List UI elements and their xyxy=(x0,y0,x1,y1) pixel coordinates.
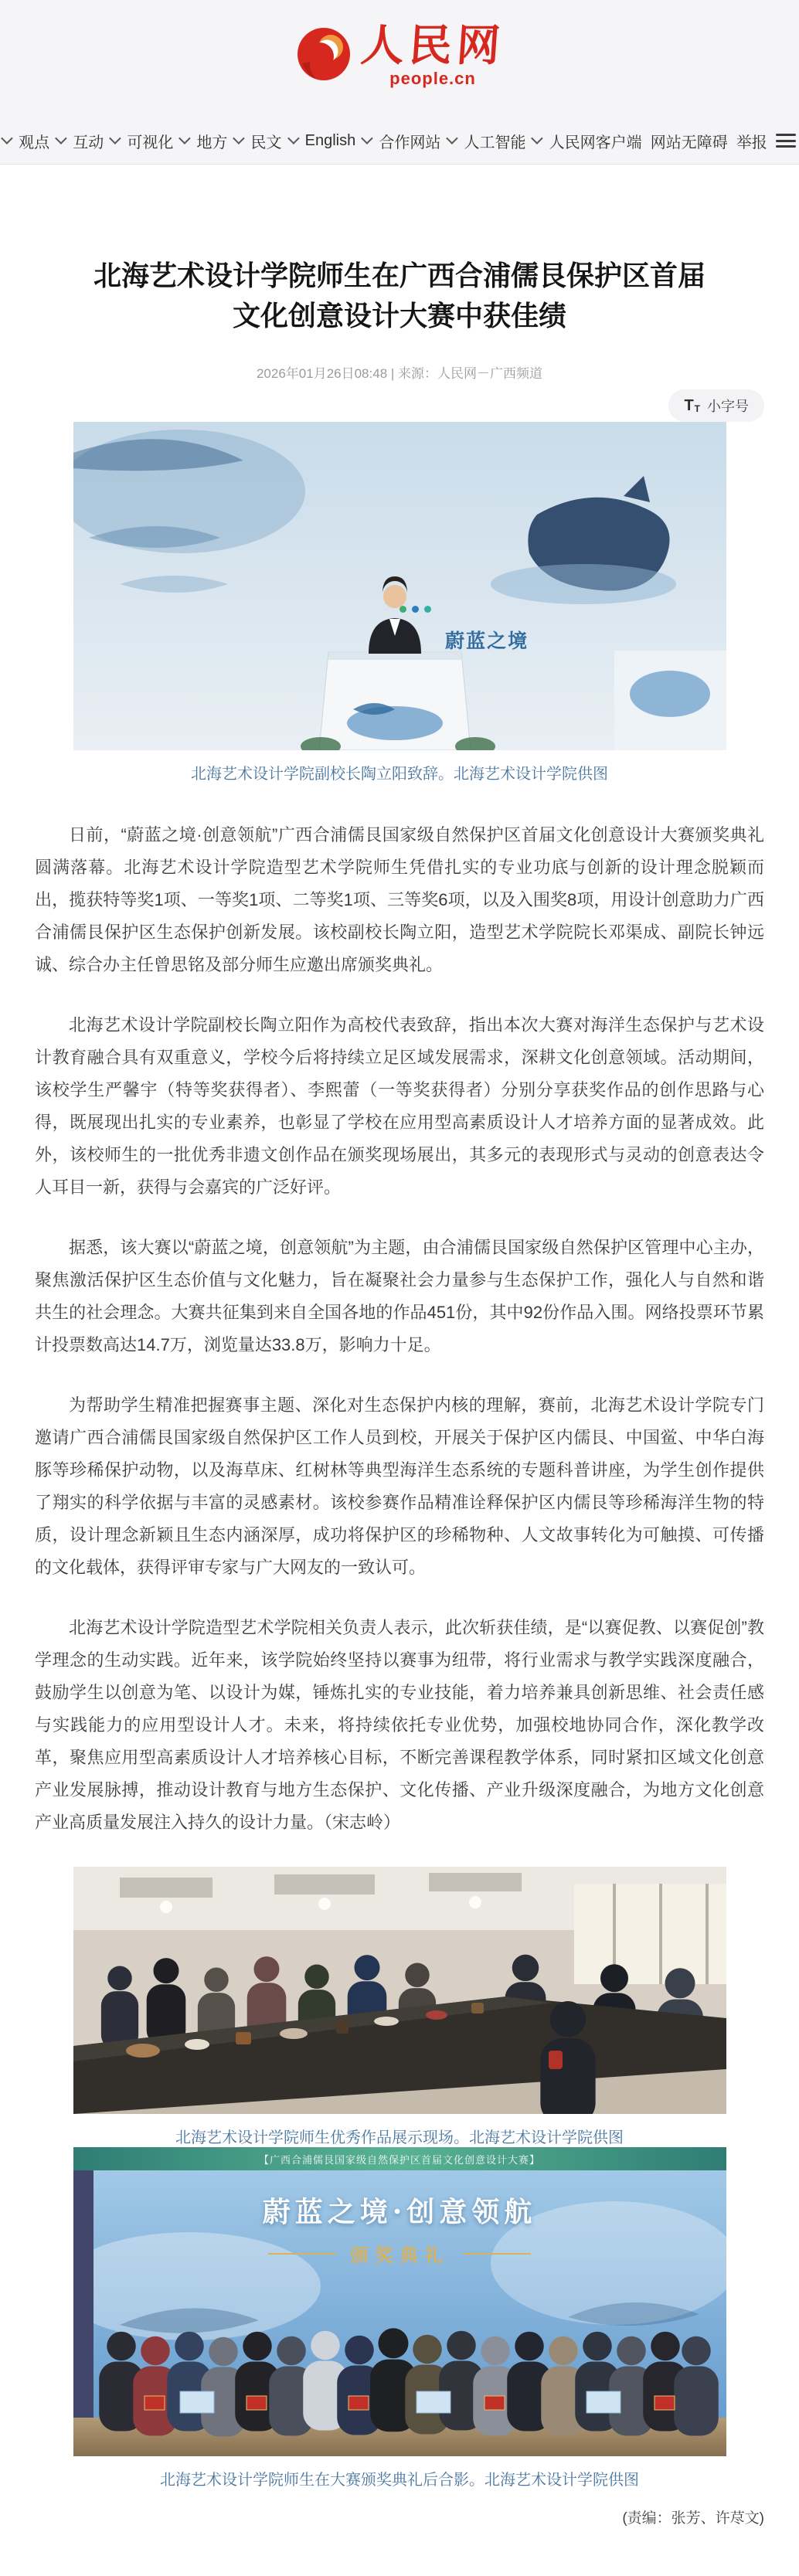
title-line-2: 文化创意设计大赛中获佳绩 xyxy=(232,300,566,332)
nav-item-accessibility[interactable] xyxy=(651,130,728,152)
chevron-down-icon xyxy=(109,132,121,144)
nav-item-partner-sites[interactable] xyxy=(379,130,455,152)
nav-item-label: 合作网站 xyxy=(379,134,441,151)
chevron-down-icon xyxy=(361,132,373,144)
nav-item-local[interactable] xyxy=(196,130,242,152)
title-line-1: 北海艺术设计学院师生在广西合浦儒艮保护区首届 xyxy=(93,260,706,291)
exhibition-illustration xyxy=(73,1867,726,2114)
nav-item-report[interactable] xyxy=(736,130,767,152)
logo-area xyxy=(0,12,799,99)
stage-banner-text: 【广西合浦儒艮国家级自然保护区首届文化创意设计大赛】 xyxy=(258,2154,540,2166)
nav-item-app-client[interactable] xyxy=(549,130,642,152)
chevron-down-icon xyxy=(233,132,246,144)
award-speech-illustration xyxy=(73,422,726,750)
nav-item-ai[interactable] xyxy=(464,130,540,152)
photo-award-speech xyxy=(73,422,726,750)
stage-title-text: 蔚蓝之境·创意领航 xyxy=(262,2196,537,2229)
figure-caption-1: 北海艺术设计学院副校长陶立阳致辞。北海艺术设计学院供图 xyxy=(191,764,608,783)
nav-item-label: 互动 xyxy=(73,134,104,151)
menu-icon[interactable] xyxy=(776,134,796,148)
nav-item-visualization[interactable] xyxy=(127,130,188,152)
article-paragraph: 北海艺术设计学院副校长陶立阳作为高校代表致辞，指出本次大赛对海洋生态保护与艺术设计教育融合具有双重意义，学校今后将持续立足区域发展需求，深耕文化创意领域。活动期间，该校学生严馨宇（特等奖获得者）、李熙蕾（一等奖获得者）分别分享获奖作品的创作思路与心得，既展现出扎实的专业素养，也彰显了学校在应用型高素质设计人才培养方面的显著成效。此外，该校师生的一批优秀非遗文创作品在颁奖现场展出，其多元的表现形式与灵动的创意表达令人耳目一新，获得与会嘉宾的广泛好评。 xyxy=(35,1015,764,1198)
figure-caption-2: 北海艺术设计学院师生优秀作品展示现场。北海艺术设计学院供图 xyxy=(175,2128,624,2147)
nav-item-interaction[interactable] xyxy=(73,130,118,152)
article-meta: 2026年01月26日08:48 | 来源：人民网－广西频道 xyxy=(256,366,543,382)
chevron-down-icon xyxy=(1,132,13,144)
stage-subtitle-text: 颁奖典礼 xyxy=(350,2244,449,2267)
logo-text xyxy=(359,20,507,88)
nav-item-label: 人工智能 xyxy=(464,134,526,151)
article-tools xyxy=(35,389,764,422)
nav-item-minority-language[interactable] xyxy=(251,130,297,152)
site-header xyxy=(0,0,799,165)
nav-item-label: 网站无障碍 xyxy=(650,134,728,151)
photo-group xyxy=(73,2147,726,2456)
chevron-down-icon xyxy=(55,132,67,144)
article-paragraph: 北海艺术设计学院造型艺术学院相关负责人表示，此次斩获佳绩，是“以赛促教、以赛促创”教学理念的生动实践。近年来，该学院始终坚持以赛事为纽带，将行业需求与教学实践深度融合，鼓励学生以创意为笔、以设计为媒，锤炼扎实的专业技能，着力培养兼具创新思维、社会责任感与实践能力的应用型设计人才。未来，将持续依托专业优势，加强校地协同合作，深化教学改革，聚焦应用型高素质设计人才培养核心目标，不断完善课程教学体系，同时紧扣区域文化创意产业发展脉搏，推动设计教育与地方生态保护、文化传播、产业升级深度融合，为地方文化创意产业高质量发展注入持久的设计力量。（宋志岭） xyxy=(35,1618,764,1833)
article-title xyxy=(35,256,764,336)
font-size-button[interactable] xyxy=(668,389,764,422)
article-paragraph: 为帮助学生精准把握赛事主题、深化对生态保护内核的理解，赛前，北海艺术设计学院专门邀请广西合浦儒艮国家级自然保护区工作人员到校，开展关于保护区内儒艮、中国鲎、中华白海豚等珍稀保护动物，以及海草床、红树林等典型海洋生态系统的专题科普讲座，为学生创作提供了翔实的科学依据与丰富的灵感素材。该校参赛作品精准诠释保护区内儒艮等珍稀海洋生物的特质，设计理念新颖且生态内涵深厚，成功将保护区的珍稀物种、人文故事转化为可触摸、可传播的文化载体，获得评审专家与广大网友的一致认可。 xyxy=(35,1395,764,1578)
chevron-down-icon xyxy=(532,132,544,144)
article-body xyxy=(35,819,764,1839)
nav-item-overflow[interactable] xyxy=(0,138,10,144)
nav-item-label: 民文 xyxy=(250,134,282,151)
people-cn-logo[interactable] xyxy=(294,20,507,88)
nav-item-label: 人民网客户端 xyxy=(549,134,642,151)
top-navigation xyxy=(0,117,799,165)
figure-caption-3: 北海艺术设计学院师生在大赛颁奖典礼后合影。北海艺术设计学院供图 xyxy=(160,2470,639,2489)
chevron-down-icon xyxy=(287,132,300,144)
nav-item-english[interactable] xyxy=(305,132,371,150)
logo-cn-text: 人民网 xyxy=(359,20,507,71)
nav-item-label: English xyxy=(304,131,356,149)
backdrop-brand-text: 蔚蓝之境 xyxy=(445,629,529,652)
article-paragraph: 日前，“蔚蓝之境·创意领航”广西合浦儒艮国家级自然保护区首届文化创意设计大赛颁奖典礼圆满落幕。北海艺术设计学院造型艺术学院师生凭借扎实的专业功底与创新的设计理念脱颖而出，揽获特等奖1项、一等奖1项、二等奖1项、三等奖6项，以及入围奖8项，用设计创意助力广西合浦儒艮保护区生态保护创新发展。该校副校长陶立阳，造型艺术学院院长邓渠成、副院长钟远诚、综合办主任曾思铭及部分师生应邀出席颁奖典礼。 xyxy=(35,825,764,975)
font-size-label: 小字号 xyxy=(707,399,749,415)
editor-credit: (责编：张芳、许荩文) xyxy=(622,2510,764,2527)
font-size-icon: T T xyxy=(684,397,700,415)
chevron-down-icon xyxy=(447,132,459,144)
article-main xyxy=(35,256,764,2527)
nav-item-label: 可视化 xyxy=(127,134,174,151)
photo-exhibition xyxy=(73,1867,726,2114)
group-photo-illustration xyxy=(73,2147,726,2456)
chevron-down-icon xyxy=(178,132,191,144)
logo-en-text: people.cn xyxy=(389,69,476,88)
article-paragraph: 据悉，该大赛以“蔚蓝之境，创意领航”为主题，由合浦儒艮国家级自然保护区管理中心主办，聚焦激活保护区生态价值与文化魅力，旨在凝聚社会力量参与生态保护工作，强化人与自然和谐共生的社会理念。大赛共征集到来自全国各地的作品451份，其中92份作品入围。网络投票环节累计投票数高达14.7万，浏览量达33.8万，影响力十足。 xyxy=(35,1238,764,1355)
nav-item-label: 地方 xyxy=(196,134,228,151)
nav-item-label: 观点 xyxy=(19,134,50,151)
nav-item-opinion[interactable] xyxy=(19,130,64,152)
people-cn-flame-icon xyxy=(294,25,353,87)
nav-item-label: 举报 xyxy=(736,134,767,151)
